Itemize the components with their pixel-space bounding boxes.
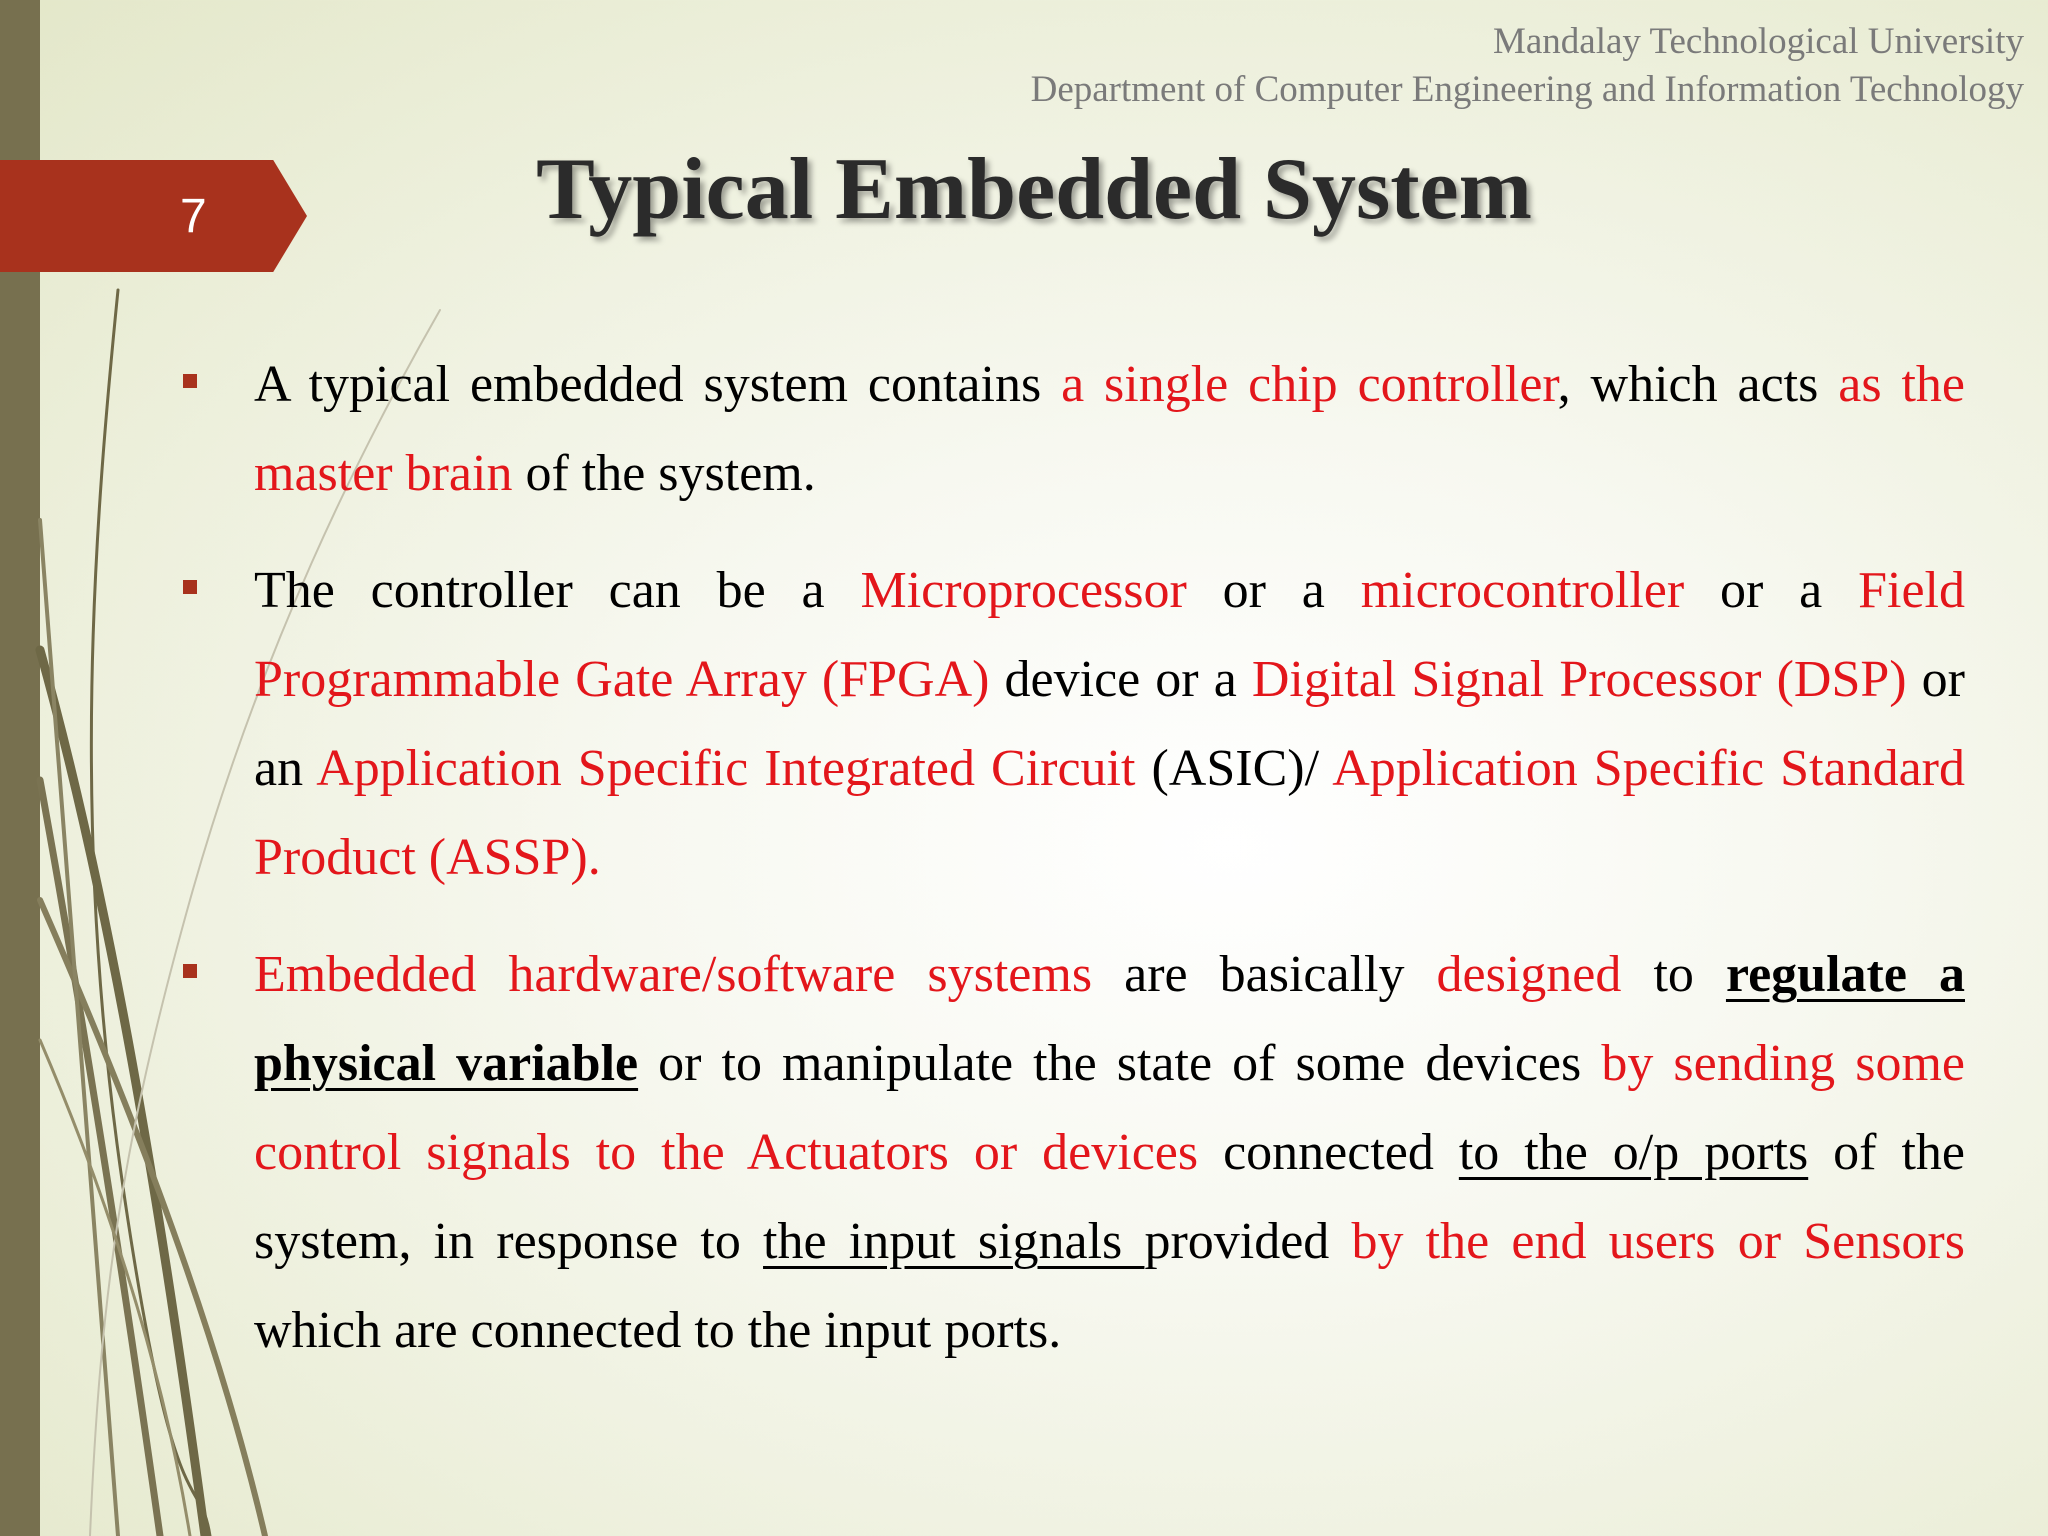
text-segment: (ASIC)/ (1135, 740, 1333, 797)
university-name: Mandalay Technological University (1492, 21, 2024, 62)
highlighted-text: by sending some control signals to the Actuators or devices (254, 1035, 1965, 1181)
text-segment: device or a (989, 651, 1252, 708)
bullet-list (180, 340, 1965, 1403)
header (1031, 18, 2024, 114)
text-segment: of the system. (512, 445, 816, 502)
square-bullet-icon (183, 964, 197, 978)
highlighted-text: Field Programmable Gate Array (FPGA) (254, 562, 1965, 708)
bullet-item (180, 930, 1965, 1375)
bullet-item (180, 340, 1965, 518)
highlighted-text: designed (1436, 946, 1622, 1003)
text-segment: or a (1684, 562, 1859, 619)
text-segment: of the system, in response to (254, 1124, 1966, 1270)
bold-underlined-text: regulate a physical variable (254, 946, 1965, 1092)
text-segment: or a (1186, 562, 1361, 619)
highlighted-text: microcontroller (1360, 562, 1685, 619)
text-segment: A typical embedded system contains (254, 356, 1062, 413)
square-bullet-icon (183, 580, 197, 594)
highlighted-text: Application Specific Standard Product (ASSP). (254, 740, 1965, 886)
text-segment: or to manipulate the state of some devices (638, 1035, 1602, 1092)
highlighted-text: Application Specific Integrated Circuit (316, 740, 1136, 797)
highlighted-text: Digital Signal Processor (DSP) (1251, 651, 1907, 708)
department-name: Department of Computer Engineering and Information Technology (1030, 69, 2024, 110)
text-segment: or an (254, 651, 1965, 797)
underlined-text: to the o/p ports (1458, 1124, 1809, 1181)
text-segment: which are connected to the input ports. (254, 1302, 1062, 1359)
square-bullet-icon (183, 374, 197, 388)
bullet-item (180, 546, 1965, 902)
text-segment: connected (1198, 1124, 1459, 1181)
text-segment: provided (1144, 1213, 1352, 1270)
text-segment: , which acts (1557, 356, 1839, 413)
highlighted-text: a single chip controller (1061, 356, 1558, 413)
text-segment: to (1621, 946, 1726, 1003)
underlined-text: the input signals (763, 1213, 1145, 1270)
highlighted-text: Embedded hardware/software systems (254, 946, 1093, 1003)
slide-title: Typical Embedded System (536, 141, 1532, 238)
slide-number: 7 (180, 190, 207, 243)
highlighted-text: by the end users or Sensors (1351, 1213, 1965, 1270)
text-segment: The controller can be a (254, 562, 861, 619)
text-segment: are basically (1092, 946, 1437, 1003)
highlighted-text: Microprocessor (860, 562, 1187, 619)
highlighted-text: as the master brain (254, 356, 1965, 502)
